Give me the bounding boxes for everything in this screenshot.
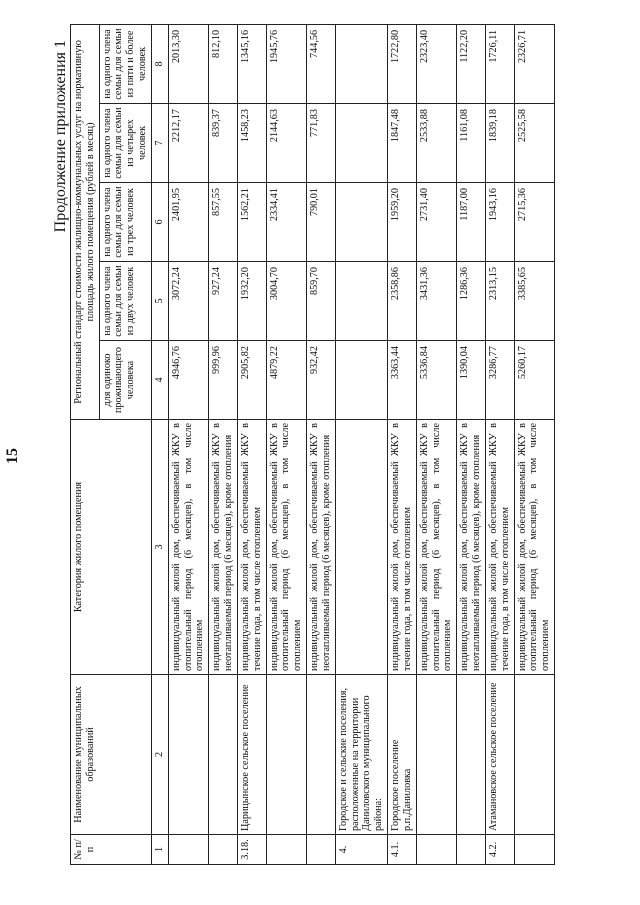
standard-value-cell: 857,55 — [209, 183, 238, 262]
standard-value-cell: 2715,36 — [514, 183, 554, 262]
standard-value-cell: 1726,11 — [485, 24, 514, 103]
row-number: 4. — [335, 835, 387, 865]
standard-value-cell: 1839,18 — [485, 104, 514, 183]
standard-value-cell: 2525,58 — [514, 104, 554, 183]
standard-value-cell: 3072,24 — [168, 262, 208, 341]
standard-value-cell: 4879,22 — [266, 341, 306, 420]
column-index: 2 — [151, 675, 168, 835]
column-index: 1 — [151, 835, 168, 865]
row-number — [266, 835, 306, 865]
category-cell: индивидуальный жилой дом, обеспечиваемый ЖКУ в течение года, в том числе отоплением — [237, 420, 266, 675]
standard-value-cell: 932,42 — [307, 341, 336, 420]
standard-value-cell: 2313,15 — [485, 262, 514, 341]
table-row — [209, 24, 238, 864]
category-cell: индивидуальный жилой дом, обеспечиваемый ЖКУ в отопительный период (6 месяцев), в том числе отоплением — [416, 420, 456, 675]
standard-value-cell: 1286,36 — [457, 262, 486, 341]
header-municipality: Наименование муниципальных образований — [71, 675, 152, 835]
municipality-cell: Царицынское сельское поселение — [237, 675, 266, 835]
standard-value-cell: 2334,41 — [266, 183, 306, 262]
standard-value-cell: 4946,76 — [168, 341, 208, 420]
table-row — [416, 24, 456, 864]
standard-value-cell: 2212,17 — [168, 104, 208, 183]
row-number — [416, 835, 456, 865]
standard-value-cell: 2358,86 — [388, 262, 417, 341]
column-index: 8 — [151, 24, 168, 103]
table-row — [335, 24, 387, 864]
header-sub-three: на одного члена семьи для семьи из трех человек — [99, 183, 151, 262]
header-sub-four: на одного члена семьи для семьи из четырех человек — [99, 104, 151, 183]
standard-value-cell: 2326,71 — [514, 24, 554, 103]
municipality-cell — [168, 675, 208, 835]
column-index: 4 — [151, 341, 168, 420]
standard-value-cell: 3431,36 — [416, 262, 456, 341]
standard-value-cell: 790,01 — [307, 183, 336, 262]
municipality-cell — [307, 675, 336, 835]
standard-value-cell: 1390,04 — [457, 341, 486, 420]
standard-value-cell: 3004,70 — [266, 262, 306, 341]
column-index: 6 — [151, 183, 168, 262]
table-row — [237, 24, 266, 864]
column-index: 5 — [151, 262, 168, 341]
row-number — [209, 835, 238, 865]
standard-value-cell: 1122,20 — [457, 24, 486, 103]
standard-value-cell: 5336,84 — [416, 341, 456, 420]
category-cell: индивидуальный жилой дом, обеспечиваемый ЖКУ в отопительный период (6 месяцев), в том числе отоплением — [168, 420, 208, 675]
standard-value-cell: 1959,20 — [388, 183, 417, 262]
column-index: 3 — [151, 420, 168, 675]
row-number — [168, 835, 208, 865]
category-cell: индивидуальный жилой дом, обеспечиваемый ЖКУ в отопительный период (6 месяцев), в том числе отоплением — [514, 420, 554, 675]
page-number: 15 — [4, 448, 21, 464]
standard-value-cell: 3385,65 — [514, 262, 554, 341]
table-row — [514, 24, 554, 864]
municipality-cell — [416, 675, 456, 835]
category-cell: индивидуальный жилой дом, обеспечиваемый ЖКУ в отопительный период (6 месяцев), в том числе отоплением — [266, 420, 306, 675]
standard-value-cell: 3363,44 — [388, 341, 417, 420]
standard-value-cell: 2533,88 — [416, 104, 456, 183]
standard-value-cell: 1458,23 — [237, 104, 266, 183]
header-num: № п/п — [71, 835, 152, 865]
standard-value-cell: 1345,16 — [237, 24, 266, 103]
table-row — [168, 24, 208, 864]
table-row — [457, 24, 486, 864]
standard-value-cell: 1932,20 — [237, 262, 266, 341]
standard-value-cell: 1847,48 — [388, 104, 417, 183]
standard-value-cell: 1943,16 — [485, 183, 514, 262]
standard-value-cell: 839,37 — [209, 104, 238, 183]
standard-value-cell: 999,96 — [209, 341, 238, 420]
category-cell: индивидуальный жилой дом, обеспечиваемый ЖКУ в течение года, в том числе отоплением — [388, 420, 417, 675]
table-row — [485, 24, 514, 864]
standard-value-cell: 2013,30 — [168, 24, 208, 103]
row-number: 4.2. — [485, 835, 514, 865]
header-sub-single: для одиноко проживающего человека — [99, 341, 151, 420]
header-sub-five: на одного члена семьи для семьи из пяти и более человек — [99, 24, 151, 103]
municipality-cell — [266, 675, 306, 835]
row-number — [457, 835, 486, 865]
standard-value-cell — [335, 104, 387, 183]
standard-value-cell — [335, 262, 387, 341]
column-index-row — [151, 24, 168, 864]
column-index: 7 — [151, 104, 168, 183]
category-cell: индивидуальный жилой дом, обеспечиваемый ЖКУ в течение года, в том числе отоплением — [485, 420, 514, 675]
standard-value-cell: 1945,76 — [266, 24, 306, 103]
standard-value-cell: 2905,82 — [237, 341, 266, 420]
standard-value-cell: 1722,80 — [388, 24, 417, 103]
standard-value-cell: 2323,40 — [416, 24, 456, 103]
header-sub-two: на одного члена семьи для семьи из двух человек — [99, 262, 151, 341]
standard-value-cell: 2144,63 — [266, 104, 306, 183]
table-row — [388, 24, 417, 864]
standard-value-cell: 2401,95 — [168, 183, 208, 262]
standard-value-cell: 1187,00 — [457, 183, 486, 262]
row-number — [307, 835, 336, 865]
standard-value-cell: 927,24 — [209, 262, 238, 341]
standard-value-cell: 744,56 — [307, 24, 336, 103]
standard-value-cell — [335, 341, 387, 420]
standard-value-cell — [335, 183, 387, 262]
row-number — [514, 835, 554, 865]
category-cell: индивидуальный жилой дом, обеспечиваемый ЖКУ в неотапливаемый период (6 месяцев), кроме отопления — [307, 420, 336, 675]
standard-value-cell: 859,70 — [307, 262, 336, 341]
municipality-cell: Городское и сельские поселения, расположенные на территории Даниловского муниципального района: — [335, 675, 387, 835]
standard-value-cell: 812,10 — [209, 24, 238, 103]
standard-value-cell: 1161,08 — [457, 104, 486, 183]
table-row — [266, 24, 306, 864]
category-cell — [335, 420, 387, 675]
row-number: 4.1. — [388, 835, 417, 865]
standard-value-cell: 1562,21 — [237, 183, 266, 262]
table-body — [168, 24, 554, 864]
row-number: 3.18. — [237, 835, 266, 865]
standard-value-cell: 3286,77 — [485, 341, 514, 420]
standard-value-cell — [335, 24, 387, 103]
continuation-caption: Продолжение приложения 1 — [52, 40, 69, 233]
municipality-cell — [457, 675, 486, 835]
table-row — [307, 24, 336, 864]
municipality-cell: Атамановское сельское поселение — [485, 675, 514, 835]
standards-table — [70, 24, 555, 865]
category-cell: индивидуальный жилой дом, обеспечиваемый ЖКУ в неотапливаемый период (6 месяцев), кроме отопления — [209, 420, 238, 675]
municipality-cell — [514, 675, 554, 835]
header-category: Категория жилого помещения — [71, 420, 152, 675]
category-cell: индивидуальный жилой дом, обеспечиваемый ЖКУ в неотапливаемый период (6 месяцев), кроме отопления — [457, 420, 486, 675]
municipality-cell: Городское поселение р.п.Даниловка — [388, 675, 417, 835]
standard-value-cell: 2731,40 — [416, 183, 456, 262]
standard-value-cell: 771,83 — [307, 104, 336, 183]
municipality-cell — [209, 675, 238, 835]
standard-value-cell: 5260,17 — [514, 341, 554, 420]
header-standard-group: Региональный стандарт стоимости жилищно-коммунальных услуг на нормативную площадь жилого помещения (рублей в месяц) — [71, 24, 100, 419]
